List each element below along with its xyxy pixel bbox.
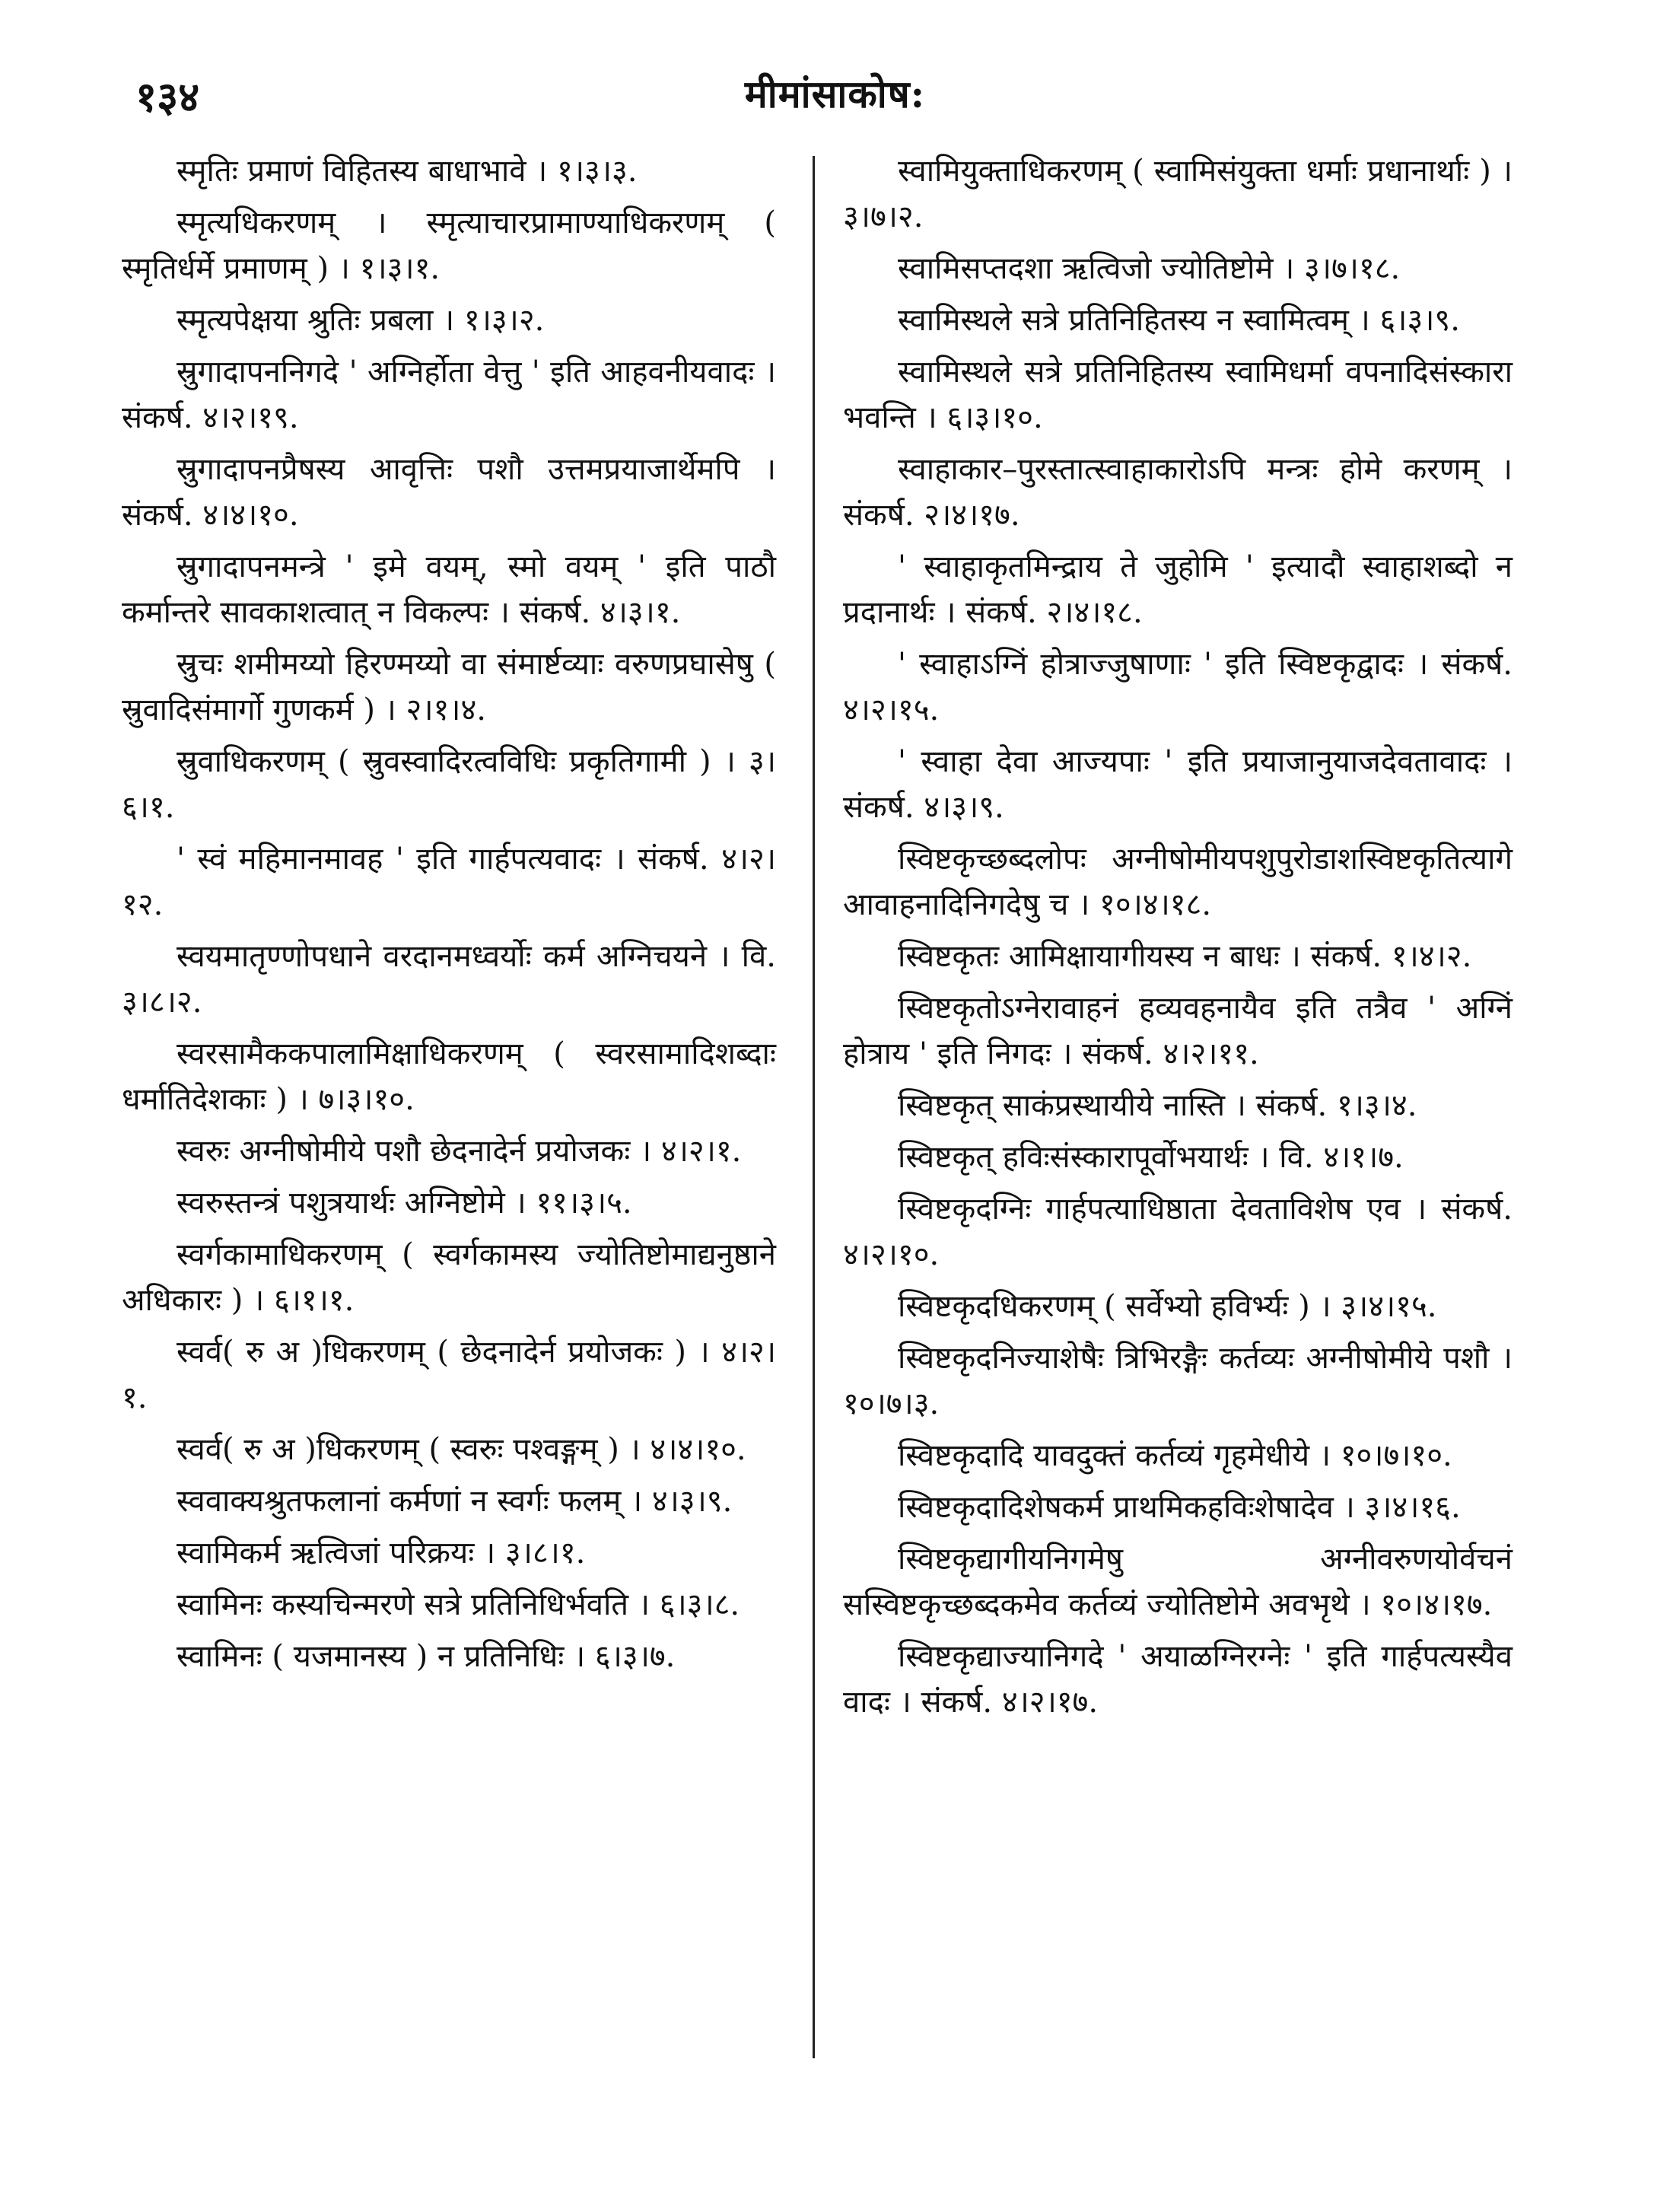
index-entry: स्विष्टकृदधिकरणम् ( सर्वेभ्यो हविर्भ्यः ) । ३।४।१५. <box>898 1289 1437 1324</box>
index-entry: स्वर्व( रु अ )धिकरणम् ( छेदनादेर्न प्रयोजकः ) । ४।२।१. <box>122 1335 776 1415</box>
index-entry: स्वामिस्थले सत्रे प्रतिनिहितस्य न स्वामित्वम् । ६।३।९. <box>898 303 1460 338</box>
index-entry: ' स्वं महिमानमावह ' इति गार्हपत्यवादः । संकर्ष. ४।२।१२. <box>122 842 776 922</box>
index-entry: स्वामियुक्ताधिकरणम् ( स्वामिसंयुक्ता धर्माः प्रधानार्थाः ) । ३।७।२. <box>843 154 1513 234</box>
index-entry: स्विष्टकृदादिशेषकर्म प्राथमिकहविःशेषादेव । ३।४।१६. <box>898 1490 1461 1525</box>
column-divider <box>813 156 815 2058</box>
index-entry: स्वामिस्थले सत्रे प्रतिनिहितस्य स्वामिधर्मा वपनादिसंस्कारा भवन्ति । ६।३।१०. <box>843 355 1513 435</box>
index-entry: स्विष्टकृत् हविःसंस्कारापूर्वोभयार्थः । वि. ४।१।७. <box>898 1140 1404 1175</box>
page-number: १३४ <box>135 72 200 121</box>
index-entry: स्रुगादापनप्रैषस्य आवृत्तिः पशौ उत्तमप्रयाजार्थेमपि । संकर्ष. ४।४।१०. <box>122 452 776 533</box>
index-entry: स्विष्टकृद्यागीयनिगमेषु अग्नीवरुणयोर्वचनं सस्विष्टकृच्छब्दकमेव कर्तव्यं ज्योतिष्टोमे अवभृथे । १०।४।१७. <box>843 1542 1513 1622</box>
index-entry: स्विष्टकृदनिज्याशेषैः त्रिभिरङ्गैः कर्तव्यः अग्नीषोमीये पशौ । १०।७।३. <box>843 1341 1513 1421</box>
index-entry: स्वरुः अग्नीषोमीये पशौ छेदनादेर्न प्रयोजकः । ४।२।१. <box>177 1134 742 1169</box>
index-entry: स्रुगादापनमन्त्रे ' इमे वयम्, स्मो वयम् ' इति पाठौ कर्मान्तरे सावकाशत्वात् न विकल्पः । संकर्ष. ४।३।१. <box>122 549 776 630</box>
index-entry: स्वयमातृण्णोपधाने वरदानमध्वर्योः कर्म अग्निचयने । वि. ३।८।२. <box>122 939 776 1020</box>
index-entry: स्रुचः शमीमय्यो हिरण्मय्यो वा संमार्ष्टव्याः वरुणप्रघासेषु ( स्रुवादिसंमार्गो गुणकर्म ) । २।१।४. <box>122 647 776 727</box>
index-entry: स्वर्व( रु अ )धिकरणम् ( स्वरुः पश्वङ्गम् ) । ४।४।१०. <box>177 1432 746 1467</box>
index-entry: स्विष्टकृतः आमिक्षायागीयस्य न बाधः । संकर्ष. १।४।२. <box>898 939 1472 974</box>
page-header <box>0 67 1670 135</box>
index-entry: स्विष्टकृत् साकंप्रस्थायीये नास्ति । संकर्ष. १।३।४. <box>898 1088 1417 1123</box>
index-entry: स्मृत्यपेक्षया श्रुतिः प्रबला । १।३।२. <box>177 303 545 338</box>
index-entry: स्वरुस्तन्त्रं पशुत्रयार्थः अग्निष्टोमे । ११।३।५. <box>177 1186 632 1221</box>
index-entry: स्विष्टकृच्छब्दलोपः अग्नीषोमीयपशुपुरोडाशस्विष्टकृतित्यागे आवाहनादिनिगदेषु च । १०।४।१८. <box>843 842 1513 922</box>
index-entry: स्मृतिः प्रमाणं विहितस्य बाधाभावे । १।३।३. <box>177 154 638 189</box>
index-entry: स्ववाक्यश्रुतफलानां कर्मणां न स्वर्गः फलम् । ४।३।९. <box>177 1484 733 1519</box>
index-entry: स्रुगादापननिगदे ' अग्निर्होता वेत्तु ' इति आहवनीयवादः । संकर्ष. ४।२।१९. <box>122 355 776 435</box>
index-entry: ' स्वाहाऽग्निं होत्राज्जुषाणाः ' इति स्विष्टकृद्वादः । संकर्ष. ४।२।१५. <box>843 647 1513 727</box>
index-entry: स्वामिकर्म ऋत्विजां परिक्रयः । ३।८।१. <box>177 1536 586 1571</box>
index-entry: स्वर्गकामाधिकरणम् ( स्वर्गकामस्य ज्योतिष्टोमाद्यनुष्ठाने अधिकारः ) । ६।१।१. <box>122 1237 776 1318</box>
index-entry: स्रुवाधिकरणम् ( स्रुवस्वादिरत्वविधिः प्रकृतिगामी ) । ३।६।१. <box>122 744 776 825</box>
index-entry: स्विष्टकृदादि यावदुक्तं कर्तव्यं गृहमेधीये । १०।७।१०. <box>898 1438 1452 1473</box>
index-entry: ' स्वाहाकृतमिन्द्राय ते जुहोमि ' इत्यादौ स्वाहाशब्दो न प्रदानार्थः । संकर्ष. २।४।१८. <box>843 549 1513 630</box>
index-entry: स्विष्टकृद्याज्यानिगदे ' अयाळग्निरग्नेः ' इति गार्हपत्यस्यैव वादः । संकर्ष. ४।२।१७. <box>843 1639 1513 1720</box>
index-entry: स्वामिसप्तदशा ऋत्विजो ज्योतिष्टोमे । ३।७।१८. <box>898 251 1401 286</box>
index-entry: स्वाहाकार–पुरस्तात्स्वाहाकारोऽपि मन्त्रः होमे करणम् । संकर्ष. २।४।१७. <box>843 452 1513 533</box>
index-entry: स्विष्टकृदग्निः गार्हपत्याधिष्ठाता देवताविशेष एव । संकर्ष. ४।२।१०. <box>843 1192 1513 1272</box>
index-entry: ' स्वाहा देवा आज्यपाः ' इति प्रयाजानुयाजदेवतावादः । संकर्ष. ४।३।९. <box>843 744 1513 825</box>
index-entry: स्वामिनः ( यजमानस्य ) न प्रतिनिधिः । ६।३।७. <box>177 1639 676 1674</box>
right-column <box>843 148 1513 1731</box>
left-column <box>122 148 776 1685</box>
running-title: मीमांसाकोष: <box>744 72 926 116</box>
index-entry: स्वरसामैककपालामिक्षाधिकरणम् ( स्वरसामादिशब्दाः धर्मातिदेशकाः ) । ७।३।१०. <box>122 1036 776 1117</box>
index-entry: स्मृत्यधिकरणम् । स्मृत्याचारप्रामाण्याधिकरणम् ( स्मृतिर्धर्मे प्रमाणम् ) । १।३।१. <box>122 205 776 286</box>
index-entry: स्वामिनः कस्यचिन्मरणे सत्रे प्रतिनिधिर्भवति । ६।३।८. <box>177 1587 740 1622</box>
index-entry: स्विष्टकृतोऽग्नेरावाहनं हव्यवहनायैव इति तत्रैव ' अग्निं होत्राय ' इति निगदः । संकर्ष. ४।२।११. <box>843 991 1513 1071</box>
